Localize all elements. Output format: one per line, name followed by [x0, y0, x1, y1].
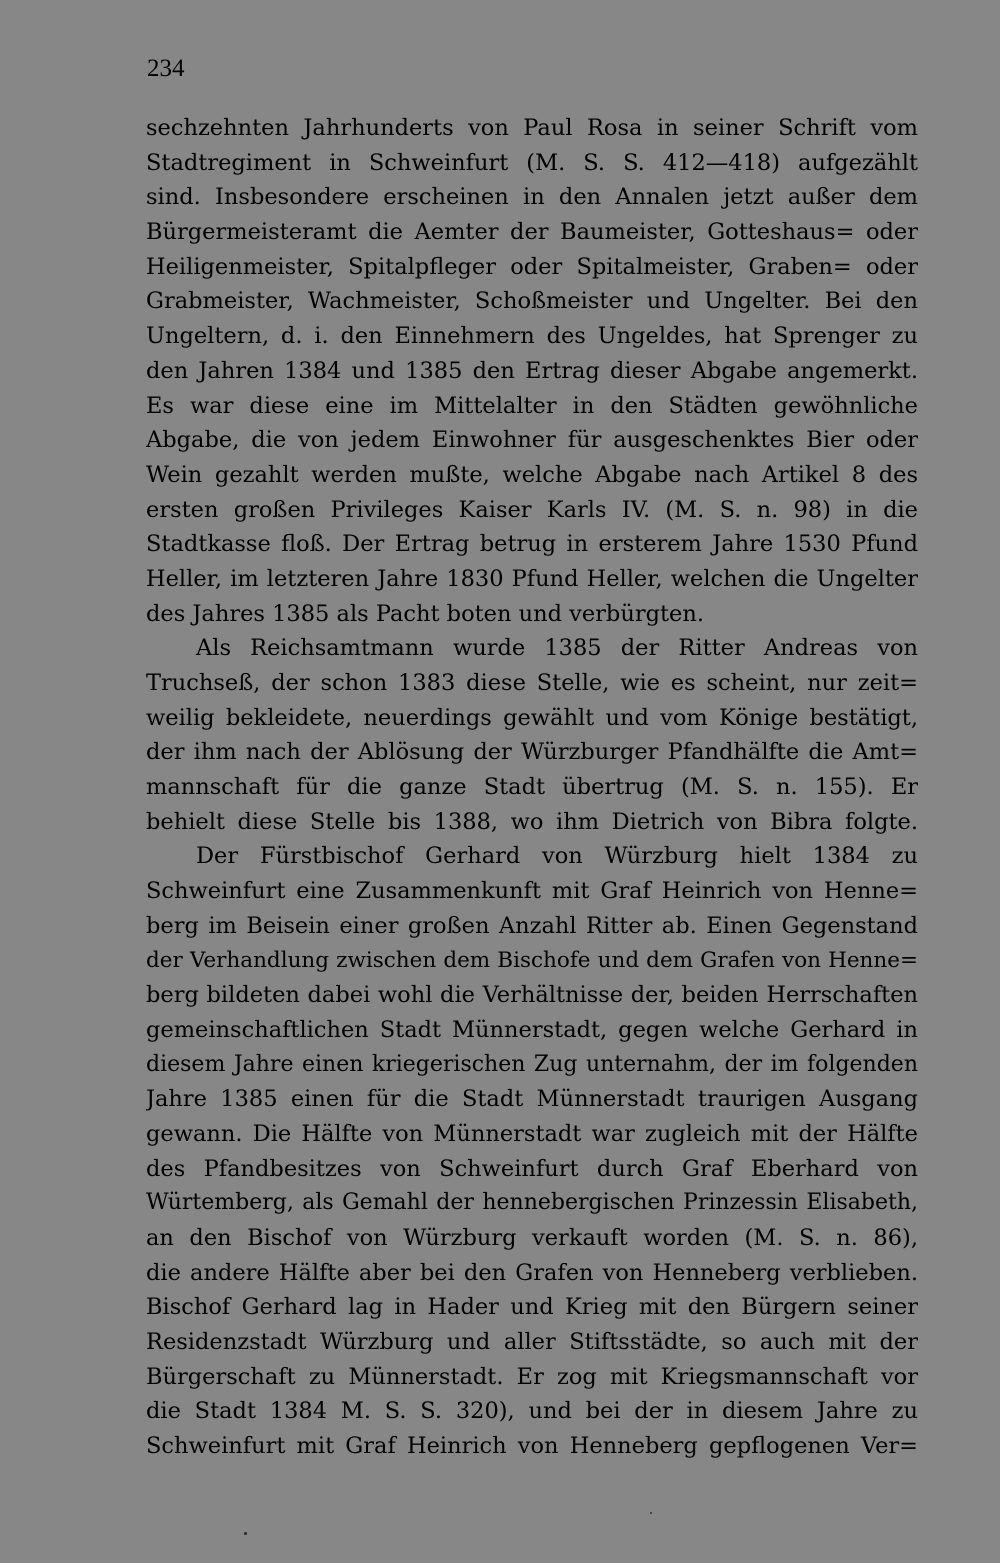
text-line: Residenzstadt Würzburg und aller Stiftsstädte, so auch mit der [146, 1329, 918, 1356]
text-line: gemeinschaftlichen Stadt Münnerstadt, gegen welche Gerhard in [146, 1016, 918, 1043]
paragraph-start-line: Der Fürstbischof Gerhard von Würzburg hielt 1384 zu [196, 843, 918, 870]
text-line: Bürgerschaft zu Münnerstadt. Er zog mit Kriegsmannschaft vor [146, 1363, 918, 1390]
text-line: die andere Hälfte aber bei den Grafen von Henneberg verblieben. [146, 1259, 918, 1286]
paragraph-end-line: des Jahres 1385 als Pacht boten und verbürgten. [146, 600, 704, 627]
scan-speck [244, 1532, 247, 1535]
text-line: ersten großen Privileges Kaiser Karls IV. (M. S. n. 98) in die [146, 496, 918, 523]
text-line: Bischof Gerhard lag in Hader und Krieg mit den Bürgern seiner [146, 1294, 918, 1321]
text-line: Heller, im letzteren Jahre 1830 Pfund Heller, welchen die Ungelter [146, 565, 918, 592]
text-line: Stadtregiment in Schweinfurt (M. S. S. 412—418) aufgezählt [146, 149, 918, 176]
text-line: Schweinfurt eine Zusammenkunft mit Graf Heinrich von Henne= [146, 878, 918, 905]
text-line: Jahre 1385 einen für die Stadt Münnerstadt traurigen Ausgang [146, 1086, 918, 1113]
text-line: der ihm nach der Ablösung der Würzburger Pfandhälfte die Amt= [146, 739, 918, 766]
page-number: 234 [147, 55, 185, 82]
text-line: berg bildeten dabei wohl die Verhältnisse der, beiden Herrschaften [146, 982, 918, 1009]
text-line: Schweinfurt mit Graf Heinrich von Henneberg gepflogenen Ver= [146, 1433, 918, 1460]
text-line: Grabmeister, Wachmeister, Schoßmeister und Ungelter. Bei den [146, 288, 918, 315]
text-line: Wein gezahlt werden mußte, welche Abgabe nach Artikel 8 des [146, 461, 918, 488]
text-line: berg im Beisein einer großen Anzahl Ritter ab. Einen Gegenstand [146, 912, 918, 939]
text-line: des Pfandbesitzes von Schweinfurt durch Graf Eberhard von [146, 1155, 918, 1182]
text-line: an den Bischof von Würzburg verkauft worden (M. S. n. 86), [146, 1225, 918, 1251]
text-line: sechzehnten Jahrhunderts von Paul Rosa in seiner Schrift vom [146, 115, 918, 141]
paragraph-start-line: Als Reichsamtmann wurde 1385 der Ritter Andreas von [196, 635, 918, 662]
text-line: Bürgermeisteramt die Aemter der Baumeister, Gotteshaus= oder [146, 219, 918, 246]
text-line: mannschaft für die ganze Stadt übertrug (M. S. n. 155). Er [146, 774, 918, 801]
text-line: Ungeltern, d. i. den Einnehmern des Ungeldes, hat Sprenger zu [146, 323, 918, 350]
text-line: der Verhandlung zwischen dem Bischofe und dem Grafen von Henne= [146, 947, 918, 973]
text-line: weilig bekleidete, neuerdings gewählt und vom Könige bestätigt, [146, 704, 918, 731]
text-line: den Jahren 1384 und 1385 den Ertrag dieser Abgabe angemerkt. [146, 357, 918, 384]
scan-speck [650, 1512, 652, 1514]
text-line: diesem Jahre einen kriegerischen Zug unternahm, der im folgenden [146, 1051, 918, 1077]
text-line: Es war diese eine im Mittelalter in den Städten gewöhnliche [146, 392, 918, 419]
text-line: die Stadt 1384 M. S. S. 320), und bei der in diesem Jahre zu [146, 1398, 918, 1425]
text-line: gewann. Die Hälfte von Münnerstadt war zugleich mit der Hälfte [146, 1120, 918, 1147]
text-line: Heiligenmeister, Spitalpfleger oder Spitalmeister, Graben= oder [146, 253, 918, 280]
text-line: Stadtkasse floß. Der Ertrag betrug in ersterem Jahre 1530 Pfund [146, 531, 918, 558]
text-line: Abgabe, die von jedem Einwohner für ausgeschenktes Bier oder [146, 427, 918, 454]
text-line: Würtemberg, als Gemahl der hennebergischen Prinzessin Elisabeth, [146, 1190, 918, 1216]
text-line: Truchseß, der schon 1383 diese Stelle, wie es scheint, nur zeit= [146, 670, 918, 696]
paragraph-end-line: behielt diese Stelle bis 1388, wo ihm Dietrich von Bibra folgte. [146, 808, 918, 835]
body-text [146, 111, 918, 1464]
text-line: sind. Insbesondere erscheinen in den Annalen jetzt außer dem [146, 184, 918, 211]
